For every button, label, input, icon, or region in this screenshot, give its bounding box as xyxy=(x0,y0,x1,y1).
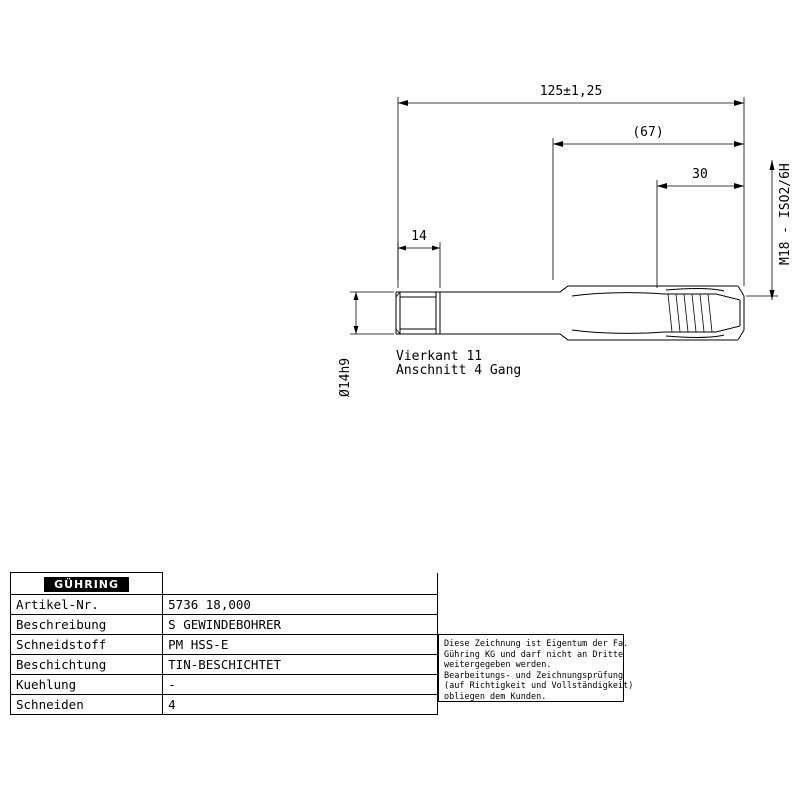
copyright-line-5: (auf Richtigkeit und Vollständigkeit) xyxy=(444,681,634,691)
copyright-line-4: Bearbeitungs- und Zeichnungsprüfung xyxy=(444,670,624,681)
dimension-thread-spec xyxy=(746,160,793,300)
dim-thread-spec-text: M18 - ISO2/6H xyxy=(778,163,793,265)
row-label-artikelnr: Artikel-Nr. xyxy=(11,595,163,615)
note-vierkant: Vierkant 11 xyxy=(396,349,483,364)
row-label-schneiden: Schneiden xyxy=(11,695,163,715)
copyright-line-3: weitergegeben werden. xyxy=(444,660,552,670)
copyright-line-1: Diese Zeichnung ist Eigentum der Fa. xyxy=(444,639,629,649)
title-block-logo-row xyxy=(11,573,438,595)
dim-shank-diameter-text: Ø14h9 xyxy=(338,357,353,397)
guehring-logo: GÜHRING xyxy=(44,577,129,592)
row-label-beschichtung: Beschichtung xyxy=(11,655,163,675)
copyright-note xyxy=(438,634,634,702)
note-anschnitt: Anschnitt 4 Gang xyxy=(396,363,522,378)
row-value-beschichtung: TIN-BESCHICHTET xyxy=(163,655,438,675)
row-label-beschreibung: Beschreibung xyxy=(11,615,163,635)
row-value-schneidstoff: PM HSS-E xyxy=(163,635,438,655)
dim-middle-length-text: (67) xyxy=(632,125,664,140)
dim-square-length-text: 14 xyxy=(411,229,427,244)
logo-cell xyxy=(11,573,163,595)
copyright-line-2: Gühring KG und darf nicht an Dritte xyxy=(444,649,624,660)
row-value-beschreibung: S GEWINDEBOHRER xyxy=(163,615,438,635)
dimension-thread-length xyxy=(657,167,744,288)
row-label-schneidstoff: Schneidstoff xyxy=(11,635,163,655)
dimension-overall-length xyxy=(398,84,744,286)
dim-overall-length-text: 125±1,25 xyxy=(539,84,603,99)
table-row xyxy=(11,675,438,695)
dim-thread-length-text: 30 xyxy=(692,167,708,182)
tool-thread-body xyxy=(568,286,744,340)
square-drive xyxy=(396,292,440,334)
copyright-line-6: obliegen dem Kunden. xyxy=(444,691,547,702)
tool-neck xyxy=(560,286,568,340)
dimension-shank-diameter xyxy=(338,292,394,397)
table-row xyxy=(11,655,438,675)
table-row xyxy=(11,615,438,635)
row-value-kuehlung: - xyxy=(163,675,438,695)
title-block xyxy=(10,572,438,715)
row-value-schneiden: 4 xyxy=(163,695,438,715)
dimension-square-length xyxy=(398,229,440,288)
dimension-middle-length xyxy=(553,125,744,280)
row-value-artikelnr: 5736 18,000 xyxy=(163,595,438,615)
row-label-kuehlung: Kuehlung xyxy=(11,675,163,695)
logo-blank-cell xyxy=(163,573,438,595)
table-row xyxy=(11,635,438,655)
table-row xyxy=(11,595,438,615)
tool-shank xyxy=(396,292,560,334)
table-row xyxy=(11,695,438,715)
